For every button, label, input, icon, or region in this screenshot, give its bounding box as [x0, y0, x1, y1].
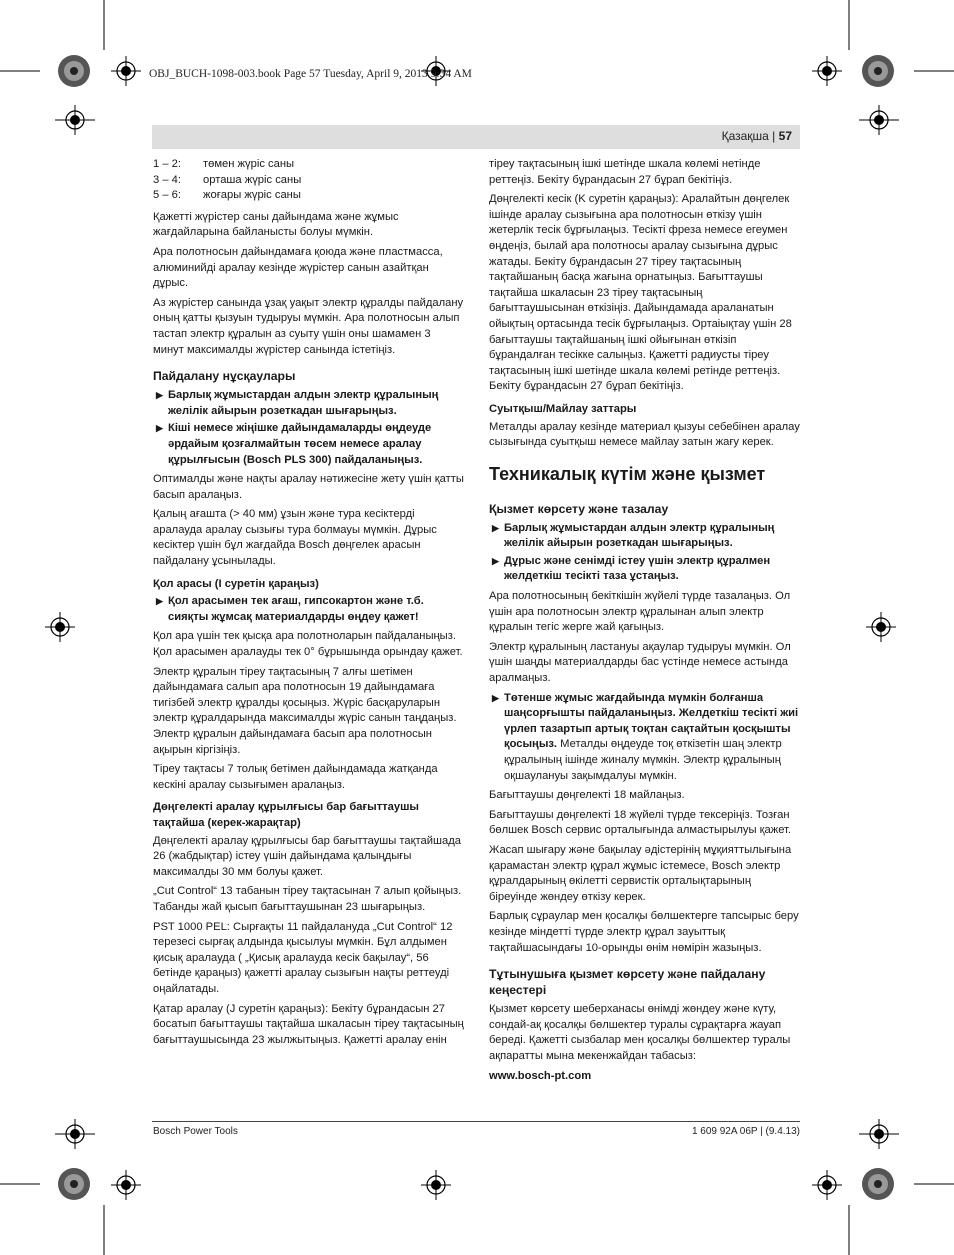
color-wheel-icon: [860, 53, 896, 89]
registration-target-icon: [864, 1119, 894, 1149]
warning-text: Кіші немесе жіңішке дайындамаларды өңдеуде әрдайым қозғалмайтын төсем немесе аралау құрылғысын (Bosch PLS 300) пайдаланыңыз.: [168, 422, 432, 466]
left-column: [153, 157, 464, 1052]
chapter-title: Техникалық күтім және қызмет: [489, 463, 766, 484]
speed-range: 3 – 4:: [153, 173, 181, 186]
paragraph: Жасап шығару және бақылау әдістерінің мұқияттылығына қарамастан электр құрал жұмыс істемесе, Bosch электр құралдарының өкілетті сервистік орталықтарының біреуінде жөндеу өткізу керек.: [489, 843, 792, 903]
paragraph: Қызмет көрсету шеберханасы өнімді жөндеу және күту, сондай-ақ қосалқы бөлшектер туралы сұрақтарға жауап береді. Қажетті сызбалар мен қосалқы бөлшектер туралы ақпаратты мына мекенжайдан табасыз:: [489, 1003, 791, 1062]
color-wheel-icon: [56, 53, 92, 89]
warning-note: Металды өңдеуде тоқ өткізетін шаң электр құралының ішінде жиналу мүмкін. Электр құралының оқшаулануы зақымдалуы мүмкін.: [504, 738, 782, 782]
triangle-bullet-icon: ▶: [492, 555, 499, 566]
warning-text: Дұрыс және сенімді істеу үшін электр құралмен желдеткіш тесікті таза ұстаңыз.: [504, 554, 771, 583]
triangle-bullet-icon: ▶: [156, 423, 163, 434]
section-heading: Пайдалану нұсқаулары: [153, 369, 296, 384]
speed-label: төмен жүріс саны: [203, 158, 295, 170]
registration-target-icon: [45, 612, 75, 642]
triangle-bullet-icon: ▶: [156, 390, 163, 401]
subsection-heading: Қол арасы (I суретін қараңыз): [153, 577, 319, 590]
page-header: [152, 125, 800, 149]
header-text: Қазақша | 57: [721, 129, 792, 143]
paragraph: Металды аралау кезінде материал қызуы себебінен аралау сызығында суытқыш немесе майлау затын жағу керек.: [489, 420, 800, 449]
warning-text: Қол арасымен тек ағаш, гипсокартон және т.б. сияқты жұмсақ материалдарды өңдеу қажет!: [168, 595, 424, 623]
paragraph: Қалың ағашта (> 40 мм) ұзын және тура кесіктерді аралауда аралау сызығы тура болмауы мүмкін. Дұрыс кесіктер үшін бұл жағдайда Bosch дөңгелек арасын пайдалану ұсынылады.: [153, 508, 437, 568]
registration-target-icon: [60, 1119, 90, 1149]
paragraph: Тіреу тақтасы 7 толық бетімен дайындамада жатқанда кескіні аралау сызығымен аралаңыз.: [153, 763, 438, 791]
warning-text: Барлық жұмыстардан алдын электр құралының желілік айырын розеткадан шығарыңыз.: [504, 521, 775, 550]
section-heading: Қызмет көрсету және тазалау: [489, 501, 669, 516]
footer-rule: [152, 1121, 800, 1122]
warning-item: [153, 594, 464, 625]
paragraph: Ара полотносын дайындамаға қоюда және пластмасса, алюминийді аралау кезінде жүрістер санын азайтқан дұрыс.: [153, 245, 443, 290]
color-wheel-icon: [56, 1166, 92, 1202]
paragraph: Ара полотносының бекіткішін жүйелі түрде тазалаңыз. Ол үшін ара полотносын электр құралынан алып электр құралын тегіс жерге жай қағыңыз.: [489, 590, 791, 634]
print-slug: OBJ_BUCH-1098-003.book Page 57 Tuesday, April 9, 2013 9:34 AM: [149, 68, 472, 80]
subsection-heading: Дөңгелекті аралау құрылғысы бар бағыттаушы тақтайша (керек-жарақтар): [153, 801, 419, 829]
paragraph: „Cut Control“ 13 табанын тіреу тақтасынан 7 алып қойыңыз. Табанды жай қысып бағыттаушынан 23 шығарыңыз.: [153, 885, 462, 913]
speed-range: 5 – 6:: [153, 189, 181, 202]
warning-item: [489, 521, 800, 552]
paragraph: PST 1000 PEL: Сырғақты 11 пайдалануда „Cut Control“ 12 терезесі сырғақ алдында қысылуы мүмкін. Бұл алдымен қисық аралауда ( „Қисық аралауда кесік бақылау“, 56 бетінде қараңыз) қажетті аралау сызығын нақты реттеуді оңайлатады.: [153, 920, 453, 995]
paragraph: Аз жүрістер санында ұзақ уақыт электр құралды пайдалану оның қатты қызуын тудыруы мүмкін. Ара полотносын алып тастап электр құралын аз суыту үшін оны шамамен 3 минут максималды жүрістер санында істетіңіз.: [153, 296, 464, 356]
paragraph: Қол ара үшін тек қысқа ара полотноларын пайдаланыңыз. Қол арасымен аралауды тек 0° бұрышында орындау қажет.: [153, 630, 463, 659]
paragraph: Электр құралын тіреу тақтасының 7 алғы шетімен дайындамаға салып ара полотносын 19 дайындамаға тигізбей электр құралды қосыңыз. Жүріс басқаруларын электр құралдарында максималды жүріс санын таңдаңыз. Электр құралын дайындамаға басып ара полотносын ақырын кіргізіңіз.: [153, 665, 457, 756]
paragraph: Бағыттаушы дөңгелекті 18 майлаңыз.: [489, 789, 685, 802]
paragraph: Барлық сұраулар мен қосалқы бөлшектерге тапсырыс беру кезінде міндетті түрде электр құрал зауыттық тақтайшасындағы 10-орынды өнім нөмірін жазыңыз.: [489, 910, 799, 954]
registration-target-icon: [812, 1170, 842, 1200]
speed-range: 1 – 2:: [153, 158, 181, 170]
registration-target-icon: [812, 56, 842, 86]
right-column: [489, 157, 800, 1088]
registration-target-icon: [421, 1170, 451, 1200]
registration-target-icon: [60, 105, 90, 135]
triangle-bullet-icon: ▶: [492, 522, 499, 533]
paragraph: тіреу тақтасының ішкі шетінде шкала көлемі нетінде реттеңіз. Бекіту бұрандасын 27 бұрап бекітіңіз.: [489, 158, 761, 186]
speed-label: орташа жүріс саны: [203, 173, 302, 186]
warning-text: Барлық жұмыстардан алдын электр құралының желілік айырын розеткадан шығарыңыз.: [168, 389, 439, 417]
triangle-bullet-icon: ▶: [156, 596, 163, 607]
triangle-bullet-icon: ▶: [492, 692, 499, 703]
footer-brand: Bosch Power Tools: [153, 1126, 238, 1137]
paragraph: Бағыттаушы дөңгелекті 18 жүйелі түрде тексеріңіз. Тозған бөлшек Bosch сервис орталығында алмастырылуы қажет.: [489, 808, 792, 837]
color-wheel-icon: [860, 1166, 896, 1202]
warning-text: Төтенше жұмыс жағдайында мүмкін болғанша шаңсорғышты пайдаланыңыз. Желдеткіш тесікті жиі үрлеп тазартып артық тоқтан сақтайтын қосқышты қосыңыз.: [504, 691, 799, 751]
registration-target-icon: [111, 56, 141, 86]
paragraph: Электр құралының ластануы ақаулар тудыруы мүмкін. Ол үшін шаңды материалдарды бас үстінде немесе астында аралмаңыз.: [489, 640, 791, 685]
paragraph: Қатар аралау (J суретін қараңыз): Бекіту бұрандасын 27 босатып бағыттаушы тақтайша шкаласын тіреу тақтасының бағыттаушысында 23 жылжытыңыз. Қажетті аралау енін: [153, 1002, 464, 1046]
page-number: 57: [778, 129, 792, 143]
header-language: Қазақша: [721, 129, 769, 143]
warning-item: [153, 421, 464, 468]
paragraph: Дөңгелекті аралау құрылғысы бар бағыттаушы тақтайшада 26 (жабдықтар) істеу үшін дайындама қалыңдығы максималды 30 мм болуы қажет.: [153, 834, 461, 878]
registration-target-icon: [866, 612, 896, 642]
paragraph: Оптималды және нақты аралау нәтижесіне жету үшін қатты басып аралаңыз.: [153, 473, 464, 501]
footer-doc-number: 1 609 92A 06P | (9.4.13): [691, 1126, 800, 1137]
section-heading: Тұтынушыға қызмет көрсету және пайдалану кеңестері: [489, 967, 766, 998]
warning-item: [489, 691, 800, 785]
warning-item: [153, 388, 464, 419]
registration-target-icon: [111, 1170, 141, 1200]
paragraph: Дөңгелекті кесік (K суретін қараңыз): Аралайтын дөңгелек ішінде аралау сызығына ара полотносын өткізу үшін жетерлік тесік бұрғылаңыз. Тесікті фреза немесе егеумен өңдеңіз, былай ара полотносы аралау сызығына дұрыс жатады. Бекіту бұрандасын 27 тіреу тақтасының тақтайшаның басқа жағына орнатыңыз. Бағыттаушы тақтайша шкаласын 23 тіреу тақтасының бағыттаушысынан өткізіңіз. Дайындамада араланатын ойықтың ортасында тесік бұрғылаңыз. Ортаіықтау үшін 28 бағыттаушы тақтайшаның ішкі ойығынан өткізіп бұрандалған тесікке салыңыз. Қажетті радиусты тіреу тақтасының ішкі шетінде шкала көлемі ретінде реттеңіз. Бекіту бұрандасын 27 бұрап бекітіңіз.: [489, 193, 792, 393]
registration-target-icon: [864, 105, 894, 135]
website-link[interactable]: www.bosch-pt.com: [489, 1069, 592, 1082]
paragraph: Қажетті жүрістер саны дайындама және жұмыс жағдайларына байланысты болуы мүмкін.: [153, 210, 399, 239]
subsection-heading: Суытқыш/Майлау заттары: [489, 402, 637, 415]
speed-list: [153, 157, 464, 204]
warning-item: [489, 554, 800, 585]
speed-label: жоғары жүріс саны: [203, 189, 301, 202]
